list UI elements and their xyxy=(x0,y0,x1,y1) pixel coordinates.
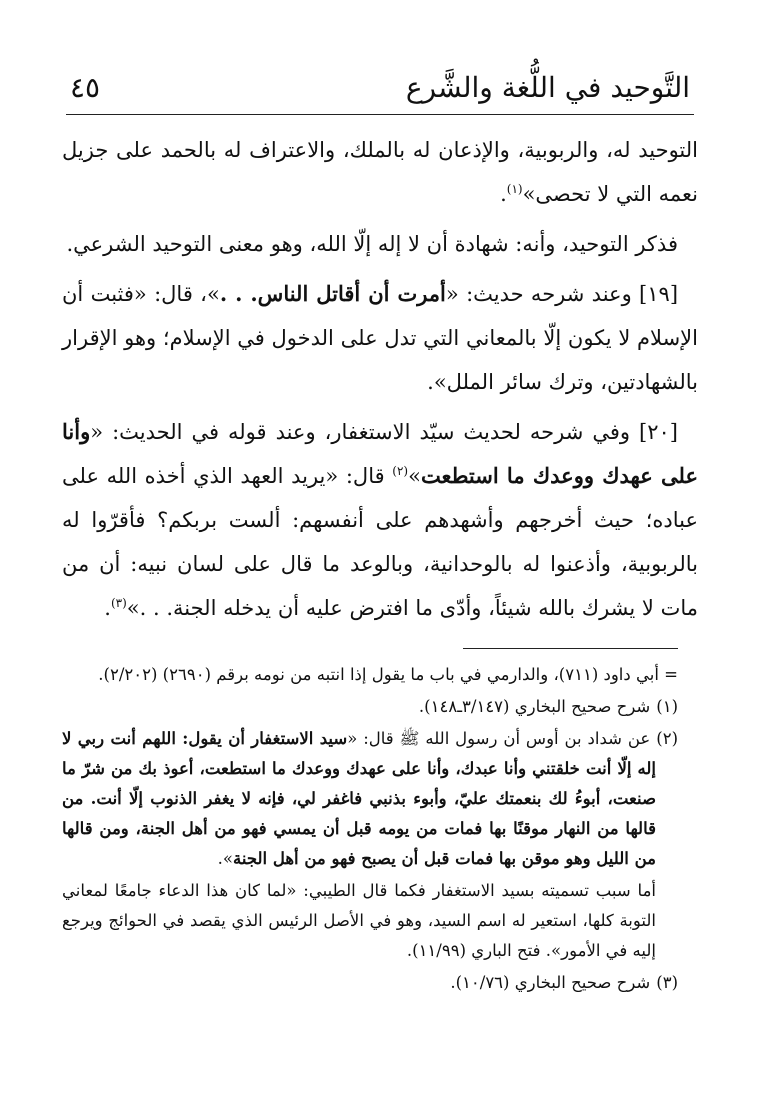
footnote-separator xyxy=(463,648,678,649)
footnote-ref-1: (١) xyxy=(506,182,523,196)
footnote-ref-3: (٣) xyxy=(110,596,127,610)
paragraph-3-rest: »، قال: «فثبت أن الإسلام لا يكون إلّا بالمعاني التي تدل على الدخول في الإسلام؛ وهو الإقرار بالشهادتين، وترك سائر الملل». xyxy=(62,282,698,394)
paragraph-4 xyxy=(62,410,698,630)
footnotes xyxy=(62,660,678,1000)
hadith-quote-2: وأنا على عهدك ووعدك ما استطعت xyxy=(62,419,698,488)
paragraph-1 xyxy=(62,128,698,216)
footnote-continued: = أبي داود (٧١١)، والدارمي في باب ما يقول إذا انتبه من نومه برقم (٢٦٩٠) (٢/٢٠٢). xyxy=(98,665,678,684)
paragraph-1-end: . xyxy=(500,182,507,206)
footnote-2-commentary: أما سبب تسميته بسيد الاستغفار فكما قال الطيبي: «لما كان هذا الدعاء جامعًا لمعاني التوبة كلها، استعير له اسم السيد، وهو في الأصل الرئيس الذي يقصد في الحوائج ويرجع إليه في الأمور». فتح الباري (١١/٩٩). xyxy=(62,881,656,960)
footnote-2-lead: عن شداد بن أوس أن رسول الله ﷺ قال: « xyxy=(347,729,651,748)
paragraph-3 xyxy=(62,272,698,404)
running-title: التَّوحيد في اللُّغة والشَّرع xyxy=(405,71,690,104)
footnote-2-hadith: سيد الاستغفار أن يقول: اللهم أنت ربي لا إله إلّا أنت خلقتني وأنا عبدك، وأنا على عهدك ووعدك ما استطعت، أعوذ بك من شرّ ما صنعت، أبوءُ لك بنعمتك عليّ، وأبوء بذنبي فاغفر لي، فإنه لا يغفر الذنوب إلّا أنت. من قالها من النهار موقنًا بها فمات من يومه قبل أن يمسي فهو من أهل الجنة، ومن قالها من الليل وهو موقن بها فمات قبل أن يصبح فهو من أهل الجنة xyxy=(62,729,656,868)
paragraph-4-rest: قال: «يريد العهد الذي أخذه الله على عباده؛ حيث أخرجهم وأشهدهم على أنفسهم: ألست بربكم؟ فأقرّوا له بالربوبية، وأذعنوا له بالوحدانية، وبالوعد ما قال على لسان نبيه: أن من مات لا يشرك بالله شيئاً، وأدّى ما افترض عليه أن يدخله الجنة. . .» xyxy=(62,464,698,620)
paragraph-1-text: التوحيد له، والربوبية، والإذعان له بالملك، والاعتراف له بالحمد على جزيل نعمه التي لا تحصى» xyxy=(62,138,698,206)
page-header xyxy=(66,66,694,115)
footnote-3-number: (٣) xyxy=(656,973,678,992)
paragraph-2: فذكر التوحيد، وأنه: شهادة أن لا إله إلّا الله، وهو معنى التوحيد الشرعي. xyxy=(66,232,678,256)
paragraph-4-close-quote: » xyxy=(408,464,421,488)
footnote-2-close: ». xyxy=(217,849,234,868)
page-number: ٤٥ xyxy=(70,71,101,104)
hadith-quote-1: أمرت أن أقاتل الناس. . . xyxy=(219,281,446,306)
paragraph-4-end: . xyxy=(104,596,111,620)
footnote-3-text: شرح صحيح البخاري (١٠/٧٦). xyxy=(450,973,651,992)
footnote-1 xyxy=(62,692,678,722)
paragraph-4-lead: [٢٠] وفي شرحه لحديث سيّد الاستغفار، وعند قوله في الحديث: « xyxy=(90,420,678,444)
footnote-3 xyxy=(62,968,678,998)
main-text xyxy=(62,128,698,636)
footnote-1-text: شرح صحيح البخاري (٣/١٤٧ـ١٤٨). xyxy=(418,697,651,716)
paragraph-3-lead: [١٩] وعند شرحه حديث: « xyxy=(445,282,679,306)
footnote-ref-2: (٢) xyxy=(392,464,409,478)
footnote-2-number: (٢) xyxy=(656,729,678,748)
footnote-1-number: (١) xyxy=(656,697,678,716)
footnote-2 xyxy=(62,724,678,874)
